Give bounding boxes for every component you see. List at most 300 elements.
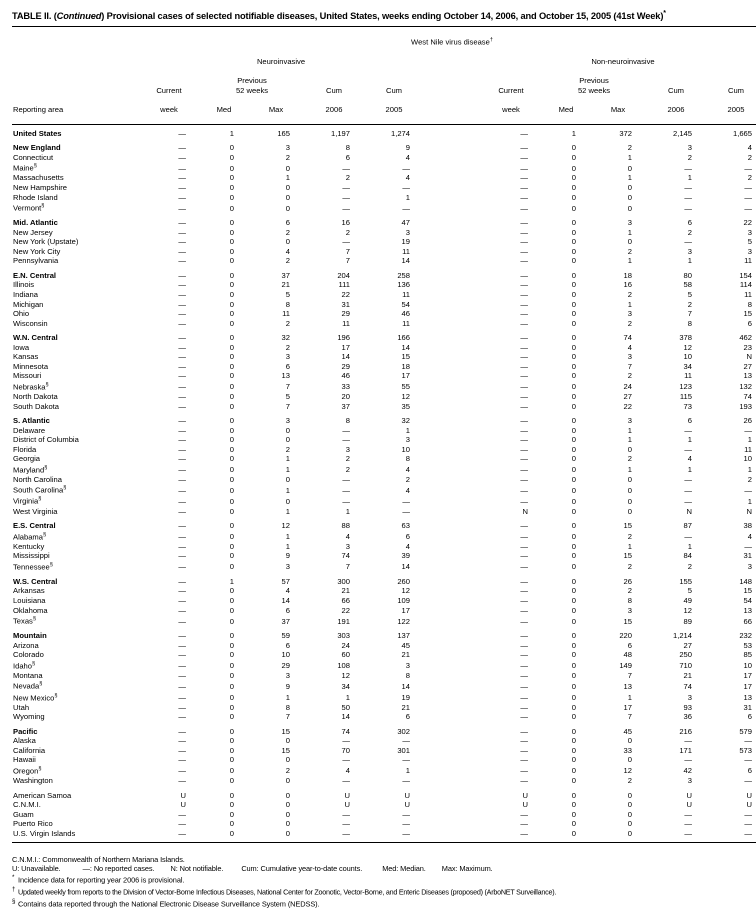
cell-non-neuroinvasive-cum-2005: 38 xyxy=(743,521,752,531)
cell-non-neuroinvasive-cum-2005: 1,665 xyxy=(732,128,752,138)
cell-non-neuroinvasive-current-week: — xyxy=(520,465,528,475)
cell-non-neuroinvasive-max: 0 xyxy=(627,203,632,213)
cell-neuroinvasive-med: 0 xyxy=(229,702,234,712)
cell-neuroinvasive-current-week: — xyxy=(178,497,186,507)
table-row xyxy=(12,596,756,606)
cell-non-neuroinvasive-cum-2005: 15 xyxy=(743,586,752,596)
column-gap xyxy=(424,300,480,310)
cell-non-neuroinvasive-current-week: N xyxy=(522,506,528,516)
cell-neuroinvasive-max: 2 xyxy=(285,152,290,162)
table-row xyxy=(12,586,756,596)
table-row xyxy=(12,650,756,660)
cell-non-neuroinvasive-max: 3 xyxy=(627,605,632,615)
cell-non-neuroinvasive-current-week: — xyxy=(520,775,528,785)
cell-non-neuroinvasive-current-week: — xyxy=(520,246,528,256)
cell-non-neuroinvasive-cum-2005: 5 xyxy=(747,237,752,247)
column-gap xyxy=(424,247,480,257)
cell-neuroinvasive-cum-2005: 14 xyxy=(401,256,410,266)
cell-neuroinvasive-cum-2005: 4 xyxy=(405,173,410,183)
cell-non-neuroinvasive-cum-2005: 573 xyxy=(739,745,752,755)
cell-non-neuroinvasive-cum-2005: 11 xyxy=(744,256,752,266)
row-area-label: Kansas xyxy=(13,352,39,362)
row-footnote-marker: § xyxy=(32,660,36,667)
table-row xyxy=(12,561,756,572)
legend-not-notifiable: N: Not notifiable. xyxy=(170,864,224,874)
cell-neuroinvasive-cum-2006: 31 xyxy=(341,299,350,309)
cell-neuroinvasive-med: 0 xyxy=(229,435,234,445)
cell-neuroinvasive-max: 1 xyxy=(285,693,290,703)
cell-non-neuroinvasive-med: 0 xyxy=(571,309,576,319)
row-area-label: W.S. Central xyxy=(13,576,58,586)
header-med-left: Med xyxy=(216,104,232,114)
cell-non-neuroinvasive-max: 12 xyxy=(623,766,632,776)
cell-non-neuroinvasive-current-week: — xyxy=(520,237,528,247)
cell-neuroinvasive-cum-2006: 21 xyxy=(341,586,350,596)
cell-neuroinvasive-cum-2006: 70 xyxy=(341,745,350,755)
column-gap xyxy=(424,256,480,266)
cell-non-neuroinvasive-current-week: — xyxy=(520,270,528,280)
cell-neuroinvasive-current-week: — xyxy=(178,173,186,183)
cell-neuroinvasive-cum-2005: 1 xyxy=(405,192,410,202)
cell-non-neuroinvasive-cum-2006: 12 xyxy=(683,605,692,615)
cell-non-neuroinvasive-cum-2006: 80 xyxy=(683,270,692,280)
cell-non-neuroinvasive-med: 0 xyxy=(571,203,576,213)
cell-non-neuroinvasive-cum-2005: — xyxy=(744,775,752,785)
cell-non-neuroinvasive-cum-2006: 11 xyxy=(684,371,692,381)
cell-neuroinvasive-cum-2006: — xyxy=(342,182,350,192)
cell-non-neuroinvasive-cum-2005: 462 xyxy=(739,333,752,343)
cell-neuroinvasive-current-week: — xyxy=(178,342,186,352)
cell-non-neuroinvasive-med: 0 xyxy=(571,361,576,371)
row-area-label: E.S. Central xyxy=(13,521,56,531)
cell-non-neuroinvasive-current-week: — xyxy=(520,435,528,445)
cell-neuroinvasive-max: 3 xyxy=(285,670,290,680)
column-gap xyxy=(424,402,480,412)
cell-neuroinvasive-current-week: — xyxy=(178,586,186,596)
header-line2-row xyxy=(12,105,756,115)
cell-neuroinvasive-cum-2006: 66 xyxy=(341,596,350,605)
cell-neuroinvasive-cum-2005: 6 xyxy=(405,712,410,722)
row-area-label: C.N.M.I. xyxy=(13,800,41,810)
cell-neuroinvasive-current-week: — xyxy=(178,712,186,722)
column-gap xyxy=(424,352,480,362)
cell-neuroinvasive-cum-2005: 260 xyxy=(397,576,410,586)
row-area-label: Delaware xyxy=(13,425,46,435)
cell-neuroinvasive-cum-2005: — xyxy=(402,497,410,507)
cell-neuroinvasive-med: 0 xyxy=(229,681,234,691)
column-gap xyxy=(424,551,480,561)
cell-neuroinvasive-max: 0 xyxy=(285,497,290,507)
cell-non-neuroinvasive-cum-2005: 22 xyxy=(743,218,752,228)
row-area-label: Arkansas xyxy=(13,586,45,596)
column-gap xyxy=(424,193,480,203)
column-gap xyxy=(424,531,480,542)
header-cum2006-right-1: Cum xyxy=(667,85,685,95)
row-area-label: Ohio xyxy=(13,309,30,319)
cell-neuroinvasive-current-week: — xyxy=(178,596,186,605)
cell-neuroinvasive-cum-2006: — xyxy=(342,775,350,785)
cell-non-neuroinvasive-max: 0 xyxy=(627,506,632,516)
column-gap xyxy=(424,218,480,228)
cell-neuroinvasive-cum-2005: 63 xyxy=(401,521,410,531)
cell-non-neuroinvasive-current-week: — xyxy=(520,173,528,183)
cell-neuroinvasive-cum-2005: 45 xyxy=(401,640,410,650)
cell-non-neuroinvasive-med: 0 xyxy=(571,736,576,746)
cell-non-neuroinvasive-med: 0 xyxy=(571,766,576,776)
cell-neuroinvasive-max: 6 xyxy=(285,605,290,615)
row-area-label: E.N. Central xyxy=(13,270,57,280)
cell-non-neuroinvasive-current-week: — xyxy=(520,726,528,736)
cell-non-neuroinvasive-med: 0 xyxy=(571,650,576,660)
row-area-label: New Mexico§ xyxy=(13,692,58,703)
cell-neuroinvasive-current-week: — xyxy=(178,401,186,411)
cell-non-neuroinvasive-max: 0 xyxy=(627,237,632,247)
cell-neuroinvasive-cum-2005: 1 xyxy=(405,766,410,776)
cell-neuroinvasive-current-week: — xyxy=(178,333,186,343)
cell-neuroinvasive-med: 0 xyxy=(229,506,234,516)
row-footnote-marker: § xyxy=(49,561,53,568)
cell-non-neuroinvasive-cum-2006: 123 xyxy=(679,382,692,392)
cell-non-neuroinvasive-cum-2005: — xyxy=(744,203,752,213)
column-gap xyxy=(424,577,480,587)
cell-non-neuroinvasive-current-week: — xyxy=(520,333,528,343)
cell-neuroinvasive-max: 12 xyxy=(281,521,290,531)
column-gap xyxy=(424,129,480,139)
cell-non-neuroinvasive-max: 0 xyxy=(627,444,632,454)
cell-non-neuroinvasive-current-week: — xyxy=(520,551,528,561)
cell-neuroinvasive-cum-2006: U xyxy=(344,800,350,810)
cell-neuroinvasive-cum-2006: — xyxy=(342,425,350,435)
header-cum2006-right-2: 2006 xyxy=(667,104,685,114)
cell-non-neuroinvasive-current-week: — xyxy=(520,681,528,691)
cell-neuroinvasive-current-week: — xyxy=(178,318,186,328)
cell-non-neuroinvasive-max: 1 xyxy=(627,173,632,183)
cell-non-neuroinvasive-current-week: — xyxy=(520,640,528,650)
cell-neuroinvasive-current-week: — xyxy=(178,745,186,755)
cell-neuroinvasive-max: 15 xyxy=(281,726,290,736)
cell-neuroinvasive-current-week: — xyxy=(178,736,186,746)
header-max-right: Max xyxy=(610,104,626,114)
cell-neuroinvasive-current-week: — xyxy=(178,576,186,586)
column-gap xyxy=(424,464,480,475)
header-cum2005-left-2: 2005 xyxy=(385,104,403,114)
cell-non-neuroinvasive-max: 15 xyxy=(623,616,632,626)
cell-non-neuroinvasive-med: 0 xyxy=(571,333,576,343)
legend-unavailable: U: Unavailable. xyxy=(12,864,61,874)
cell-non-neuroinvasive-cum-2006: 3 xyxy=(687,693,692,703)
cell-non-neuroinvasive-cum-2006: 21 xyxy=(683,670,692,680)
row-footnote-marker: § xyxy=(38,496,42,503)
column-gap xyxy=(424,162,480,173)
cell-non-neuroinvasive-cum-2006: 3 xyxy=(687,143,692,153)
cell-non-neuroinvasive-med: 0 xyxy=(571,693,576,703)
cell-non-neuroinvasive-max: 220 xyxy=(619,631,632,641)
row-footnote-marker: § xyxy=(44,464,48,471)
cell-neuroinvasive-med: 0 xyxy=(229,640,234,650)
cell-neuroinvasive-current-week: — xyxy=(178,819,186,829)
cell-neuroinvasive-med: 0 xyxy=(229,218,234,228)
cell-neuroinvasive-max: 2 xyxy=(285,256,290,266)
row-area-label: South Dakota xyxy=(13,401,60,411)
header-previous-left: Previous xyxy=(237,75,267,85)
cell-neuroinvasive-med: 0 xyxy=(229,227,234,237)
header-current-left-1: Current xyxy=(156,85,182,95)
cell-non-neuroinvasive-cum-2006: 12 xyxy=(683,342,692,352)
cell-non-neuroinvasive-current-week: — xyxy=(520,650,528,660)
cell-non-neuroinvasive-cum-2006: 87 xyxy=(683,521,692,531)
cell-neuroinvasive-med: 0 xyxy=(229,650,234,660)
cell-neuroinvasive-med: 0 xyxy=(229,465,234,475)
cell-non-neuroinvasive-max: 0 xyxy=(627,485,632,495)
cell-non-neuroinvasive-max: 3 xyxy=(627,218,632,228)
cell-non-neuroinvasive-med: 0 xyxy=(571,532,576,542)
cell-non-neuroinvasive-med: 0 xyxy=(571,712,576,722)
column-gap xyxy=(424,671,480,681)
cell-neuroinvasive-max: 2 xyxy=(285,318,290,328)
cell-non-neuroinvasive-current-week: — xyxy=(520,631,528,641)
cell-non-neuroinvasive-cum-2006: — xyxy=(684,425,692,435)
cell-non-neuroinvasive-cum-2005: 6 xyxy=(747,712,752,722)
legend-max: Max: Maximum. xyxy=(441,864,493,874)
cell-neuroinvasive-cum-2005: 11 xyxy=(402,318,410,328)
cell-neuroinvasive-med: 0 xyxy=(229,828,234,838)
row-area-label: Mid. Atlantic xyxy=(13,218,58,228)
cell-neuroinvasive-current-week: — xyxy=(178,485,186,495)
header-disease-group xyxy=(138,36,756,47)
legend-cum: Cum: Cumulative year-to-date counts. xyxy=(241,864,363,874)
cell-non-neuroinvasive-med: 0 xyxy=(571,391,576,401)
cell-non-neuroinvasive-max: 0 xyxy=(627,736,632,746)
cell-non-neuroinvasive-cum-2005: 10 xyxy=(743,454,752,464)
cell-non-neuroinvasive-med: 1 xyxy=(571,128,576,138)
cell-non-neuroinvasive-cum-2006: — xyxy=(684,163,692,173)
cell-neuroinvasive-current-week: — xyxy=(178,755,186,765)
cell-neuroinvasive-current-week: — xyxy=(178,474,186,484)
cell-non-neuroinvasive-cum-2006: 2 xyxy=(687,562,692,572)
table-row xyxy=(12,129,756,139)
table-row xyxy=(12,392,756,402)
cell-non-neuroinvasive-cum-2006: 378 xyxy=(679,333,692,343)
cell-non-neuroinvasive-max: 2 xyxy=(627,289,632,299)
cell-non-neuroinvasive-med: 0 xyxy=(571,485,576,495)
column-gap xyxy=(424,829,480,839)
cell-neuroinvasive-cum-2006: 8 xyxy=(345,143,350,153)
row-area-label: Georgia xyxy=(13,454,41,464)
cell-neuroinvasive-cum-2006: 20 xyxy=(341,391,350,401)
column-gap xyxy=(424,495,480,506)
cell-non-neuroinvasive-med: 0 xyxy=(571,152,576,162)
table-row xyxy=(12,776,756,786)
cell-neuroinvasive-max: 10 xyxy=(281,650,290,660)
cell-neuroinvasive-current-week: — xyxy=(178,246,186,256)
row-area-label: Michigan xyxy=(13,299,44,309)
cell-neuroinvasive-max: 4 xyxy=(285,586,290,596)
cell-neuroinvasive-cum-2005: 39 xyxy=(401,551,410,561)
cell-neuroinvasive-current-week: — xyxy=(178,809,186,819)
cell-non-neuroinvasive-max: 45 xyxy=(623,726,632,736)
cell-neuroinvasive-cum-2005: 11 xyxy=(402,246,410,256)
table-row xyxy=(12,362,756,372)
cell-neuroinvasive-current-week: — xyxy=(178,616,186,626)
footnotes xyxy=(12,855,750,909)
cell-non-neuroinvasive-med: 0 xyxy=(571,444,576,454)
cell-non-neuroinvasive-current-week: — xyxy=(520,712,528,722)
cell-neuroinvasive-cum-2006: — xyxy=(342,755,350,765)
cell-neuroinvasive-max: 1 xyxy=(285,506,290,516)
cell-non-neuroinvasive-max: 6 xyxy=(627,640,632,650)
cell-non-neuroinvasive-med: 0 xyxy=(571,218,576,228)
header-reporting-area: Reporting area xyxy=(13,104,64,114)
column-gap xyxy=(424,183,480,193)
table-row xyxy=(12,143,756,153)
cell-neuroinvasive-current-week: — xyxy=(178,237,186,247)
cell-neuroinvasive-med: 0 xyxy=(229,755,234,765)
title-suffix: ) Provisional cases of selected notifiable diseases, United States, weeks ending October 14, 2006, and October 15, 2005 (41st Week) xyxy=(101,11,664,22)
row-area-label: Connecticut xyxy=(13,152,54,162)
row-area-label: New England xyxy=(13,143,61,153)
cell-non-neuroinvasive-cum-2005: — xyxy=(744,541,752,551)
cell-non-neuroinvasive-med: 0 xyxy=(571,605,576,615)
table-row xyxy=(12,454,756,464)
column-gap xyxy=(424,712,480,722)
cell-non-neuroinvasive-current-week: — xyxy=(520,391,528,401)
cell-non-neuroinvasive-cum-2006: — xyxy=(684,192,692,202)
cell-non-neuroinvasive-cum-2005: 154 xyxy=(739,270,752,280)
column-gap xyxy=(424,228,480,238)
cell-neuroinvasive-cum-2006: U xyxy=(344,790,350,800)
cell-non-neuroinvasive-med: 0 xyxy=(571,506,576,516)
table-row xyxy=(12,475,756,485)
row-area-label: Alaska xyxy=(13,736,36,746)
cell-non-neuroinvasive-cum-2006: 216 xyxy=(679,726,692,736)
cell-neuroinvasive-cum-2005: 47 xyxy=(401,218,410,228)
column-gap xyxy=(424,641,480,651)
cell-non-neuroinvasive-max: 0 xyxy=(627,809,632,819)
cell-non-neuroinvasive-med: 0 xyxy=(571,745,576,755)
row-footnote-marker: § xyxy=(32,616,36,623)
cell-non-neuroinvasive-max: 7 xyxy=(627,712,632,722)
cell-neuroinvasive-current-week: — xyxy=(178,309,186,319)
cell-non-neuroinvasive-max: 2 xyxy=(627,371,632,381)
cell-neuroinvasive-cum-2005: 11 xyxy=(402,289,410,299)
footnote-symbol-section: § xyxy=(12,897,16,905)
cell-non-neuroinvasive-current-week: — xyxy=(520,474,528,484)
column-gap xyxy=(424,362,480,372)
column-gap xyxy=(424,475,480,485)
cell-non-neuroinvasive-cum-2006: 10 xyxy=(683,352,692,362)
column-gap xyxy=(424,435,480,445)
row-area-label: Texas§ xyxy=(13,616,36,626)
cell-neuroinvasive-cum-2005: — xyxy=(402,163,410,173)
cell-non-neuroinvasive-current-week: — xyxy=(520,361,528,371)
cell-neuroinvasive-max: 6 xyxy=(285,361,290,371)
cell-non-neuroinvasive-current-week: — xyxy=(520,541,528,551)
row-footnote-marker: § xyxy=(33,163,37,170)
cell-neuroinvasive-cum-2006: 11 xyxy=(342,318,350,328)
row-footnote-marker: § xyxy=(54,692,58,699)
table-row xyxy=(12,746,756,756)
column-gap xyxy=(424,680,480,691)
table-body xyxy=(12,129,756,839)
cell-non-neuroinvasive-cum-2006: 155 xyxy=(679,576,692,586)
cell-neuroinvasive-current-week: — xyxy=(178,681,186,691)
cell-neuroinvasive-cum-2005: 3 xyxy=(405,435,410,445)
cell-non-neuroinvasive-cum-2005: 27 xyxy=(743,361,752,371)
table-row xyxy=(12,727,756,737)
legend-no-reported-cases: —: No reported cases. xyxy=(82,864,155,874)
cell-neuroinvasive-cum-2005: 3 xyxy=(405,227,410,237)
column-gap xyxy=(424,271,480,281)
cell-neuroinvasive-cum-2005: 14 xyxy=(401,681,410,691)
cell-neuroinvasive-med: 0 xyxy=(229,152,234,162)
cell-neuroinvasive-cum-2006: 7 xyxy=(345,256,350,266)
footnote-cnmi: C.N.M.I.: Commonwealth of Northern Mariana Islands. xyxy=(12,854,185,864)
cell-non-neuroinvasive-cum-2006: 34 xyxy=(683,361,692,371)
table-row xyxy=(12,464,756,475)
cell-neuroinvasive-current-week: — xyxy=(178,391,186,401)
table-row xyxy=(12,606,756,616)
cell-non-neuroinvasive-cum-2005: 74 xyxy=(743,391,752,401)
table-row xyxy=(12,218,756,228)
cell-non-neuroinvasive-current-week: — xyxy=(520,616,528,626)
column-gap xyxy=(424,650,480,660)
cell-non-neuroinvasive-current-week: — xyxy=(520,766,528,776)
cell-neuroinvasive-med: 0 xyxy=(229,416,234,426)
cell-neuroinvasive-max: 8 xyxy=(285,299,290,309)
column-gap xyxy=(424,776,480,786)
cell-non-neuroinvasive-cum-2006: 1,214 xyxy=(672,631,692,641)
table-row xyxy=(12,531,756,542)
cell-non-neuroinvasive-current-week: — xyxy=(520,586,528,596)
cell-non-neuroinvasive-cum-2005: 2 xyxy=(747,152,752,162)
cell-non-neuroinvasive-current-week: — xyxy=(520,280,528,290)
cell-non-neuroinvasive-current-week: — xyxy=(520,163,528,173)
cell-non-neuroinvasive-cum-2005: 17 xyxy=(743,670,752,680)
column-gap xyxy=(424,727,480,737)
cell-non-neuroinvasive-cum-2005: 85 xyxy=(743,650,752,660)
table-row xyxy=(12,256,756,266)
cell-neuroinvasive-med: 0 xyxy=(229,809,234,819)
table-row xyxy=(12,810,756,820)
cell-neuroinvasive-current-week: — xyxy=(178,416,186,426)
cell-neuroinvasive-current-week: — xyxy=(178,203,186,213)
cell-non-neuroinvasive-cum-2006: N xyxy=(686,506,692,516)
cell-neuroinvasive-med: 0 xyxy=(229,712,234,722)
cell-neuroinvasive-cum-2006: 196 xyxy=(337,333,350,343)
cell-non-neuroinvasive-current-week: — xyxy=(520,702,528,712)
cell-neuroinvasive-max: 5 xyxy=(285,289,290,299)
cell-non-neuroinvasive-med: 0 xyxy=(571,299,576,309)
cell-neuroinvasive-cum-2006: — xyxy=(342,237,350,247)
cell-neuroinvasive-max: 7 xyxy=(285,401,290,411)
cell-neuroinvasive-max: 32 xyxy=(281,333,290,343)
cell-neuroinvasive-med: 0 xyxy=(229,401,234,411)
cell-non-neuroinvasive-cum-2005: N xyxy=(746,352,752,362)
cell-neuroinvasive-max: 0 xyxy=(285,800,290,810)
cell-non-neuroinvasive-cum-2005: 1 xyxy=(747,465,752,475)
cell-non-neuroinvasive-current-week: — xyxy=(520,309,528,319)
cell-neuroinvasive-cum-2005: 18 xyxy=(401,361,410,371)
cell-non-neuroinvasive-max: 4 xyxy=(627,342,632,352)
cell-neuroinvasive-max: 0 xyxy=(285,435,290,445)
cell-neuroinvasive-max: 0 xyxy=(285,755,290,765)
table-row xyxy=(12,819,756,829)
cell-non-neuroinvasive-med: 0 xyxy=(571,256,576,266)
cell-non-neuroinvasive-med: 0 xyxy=(571,143,576,153)
cell-non-neuroinvasive-current-week: — xyxy=(520,227,528,237)
cell-neuroinvasive-cum-2006: 74 xyxy=(341,726,350,736)
row-area-label: Pennsylvania xyxy=(13,256,59,266)
